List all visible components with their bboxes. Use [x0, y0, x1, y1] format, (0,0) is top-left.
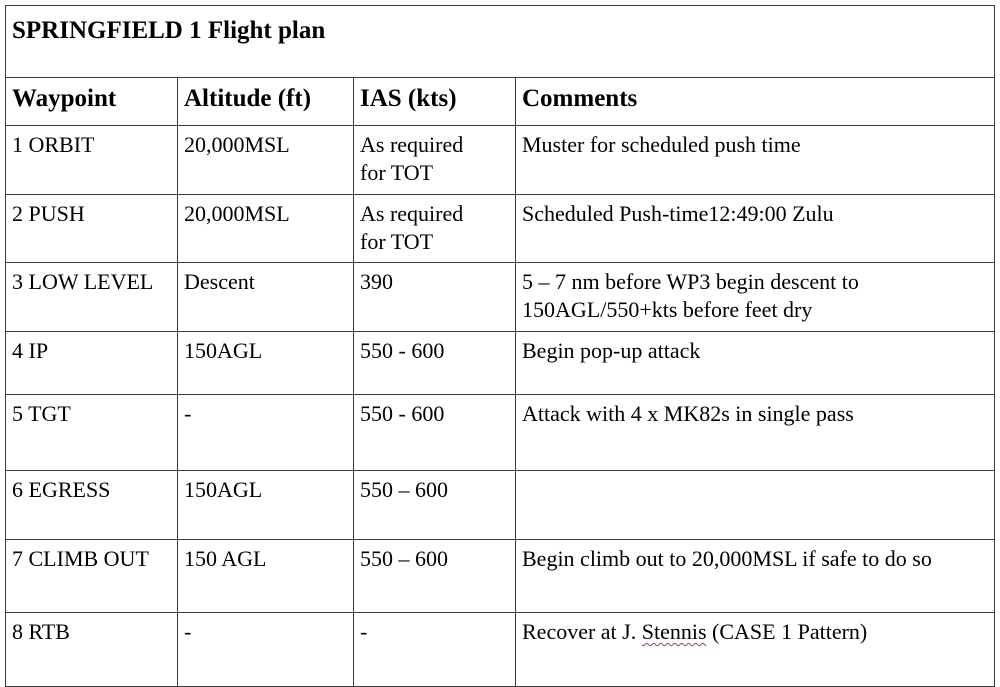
altitude-cell: 20,000MSL [178, 126, 354, 195]
comments-cell [516, 395, 995, 471]
table-row [6, 263, 995, 332]
flight-plan-document [5, 5, 994, 667]
ias-line: As required [360, 132, 464, 157]
ias-line: As required [360, 201, 464, 226]
waypoint-cell: 8 RTB [6, 613, 178, 687]
table-row [6, 613, 995, 687]
ias-line: 550 - 600 [360, 338, 445, 363]
comments-line: Scheduled Push-time12:49:00 Zulu [522, 201, 834, 226]
header-altitude: Altitude (ft) [178, 78, 354, 126]
ias-line: 550 – 600 [360, 546, 448, 571]
header-comments: Comments [516, 78, 995, 126]
comments-cell [516, 126, 995, 195]
ias-cell [354, 613, 516, 687]
waypoint-cell: 5 TGT [6, 395, 178, 471]
comments-line: Attack with 4 x MK82s in single pass [522, 401, 854, 426]
table-row [6, 395, 995, 471]
spellcheck-flagged-word[interactable]: Stennis [641, 619, 707, 644]
altitude-cell: 150AGL [178, 332, 354, 395]
comments-text: Recover at J. [522, 619, 642, 644]
ias-cell [354, 471, 516, 540]
comments-cell [516, 195, 995, 263]
waypoint-cell: 4 IP [6, 332, 178, 395]
comments-cell [516, 540, 995, 613]
altitude-cell: Descent [178, 263, 354, 332]
table-row [6, 471, 995, 540]
ias-cell [354, 195, 516, 263]
comments-text: (CASE 1 Pattern) [706, 619, 868, 644]
ias-line: for TOT [360, 160, 434, 185]
comments-line: 150AGL/550+kts before feet dry [522, 297, 813, 322]
altitude-cell: 150 AGL [178, 540, 354, 613]
ias-line: 550 - 600 [360, 401, 445, 426]
comments-cell [516, 471, 995, 540]
altitude-cell: - [178, 613, 354, 687]
ias-cell [354, 540, 516, 613]
header-row [6, 78, 995, 126]
ias-cell [354, 126, 516, 195]
waypoint-cell: 1 ORBIT [6, 126, 178, 195]
comments-cell [516, 332, 995, 395]
ias-cell [354, 332, 516, 395]
ias-line: 390 [360, 269, 393, 294]
title-row [6, 6, 995, 78]
ias-line: 550 – 600 [360, 477, 448, 502]
comments-line: Muster for scheduled push time [522, 132, 801, 157]
ias-line: - [360, 619, 368, 644]
waypoint-cell: 7 CLIMB OUT [6, 540, 178, 613]
ias-cell [354, 395, 516, 471]
ias-line: for TOT [360, 229, 434, 254]
table-row [6, 195, 995, 263]
altitude-cell: 20,000MSL [178, 195, 354, 263]
table-row [6, 332, 995, 395]
altitude-cell: - [178, 395, 354, 471]
header-ias: IAS (kts) [354, 78, 516, 126]
waypoint-cell: 3 LOW LEVEL [6, 263, 178, 332]
waypoint-cell: 6 EGRESS [6, 471, 178, 540]
comments-line [522, 618, 990, 646]
table-title: SPRINGFIELD 1 Flight plan [6, 6, 995, 78]
comments-line: 5 – 7 nm before WP3 begin descent to [522, 269, 859, 294]
table-row [6, 126, 995, 195]
table-row [6, 540, 995, 613]
comments-line: Begin climb out to 20,000MSL if safe to do so [522, 546, 932, 571]
header-waypoint: Waypoint [6, 78, 178, 126]
waypoint-cell: 2 PUSH [6, 195, 178, 263]
comments-cell [516, 613, 995, 687]
comments-line: Begin pop-up attack [522, 338, 701, 363]
ias-cell [354, 263, 516, 332]
altitude-cell: 150AGL [178, 471, 354, 540]
comments-cell [516, 263, 995, 332]
flight-plan-table [5, 5, 995, 687]
